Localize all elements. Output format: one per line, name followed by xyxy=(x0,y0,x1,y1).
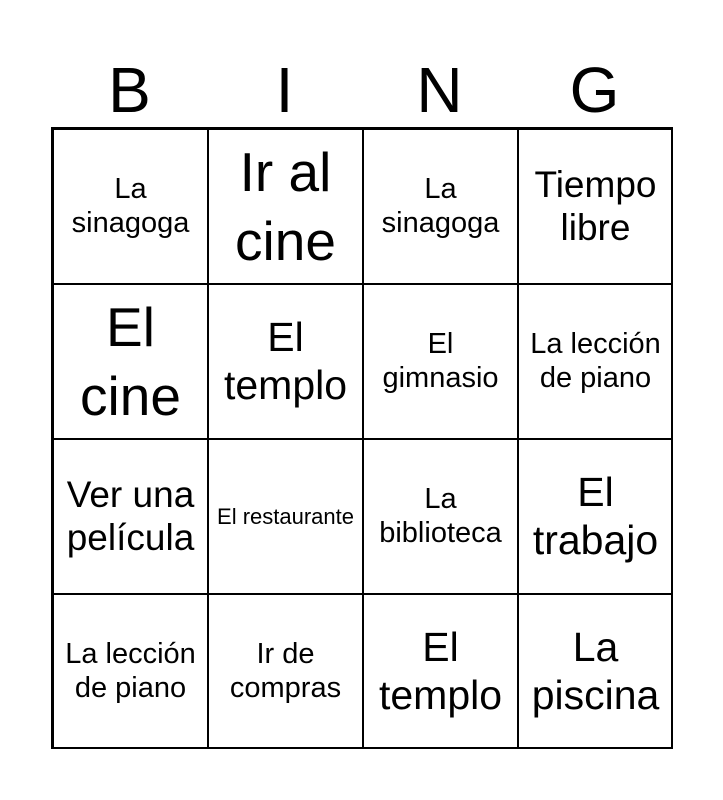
bingo-cell[interactable]: Ir de compras xyxy=(208,594,363,749)
bingo-cell[interactable]: La lección de piano xyxy=(518,284,673,439)
bingo-cell[interactable]: La sinagoga xyxy=(363,129,518,284)
bingo-cell[interactable]: La lección de piano xyxy=(53,594,208,749)
bingo-cell[interactable]: El restaurante xyxy=(208,439,363,594)
bingo-header xyxy=(52,52,672,128)
header-letter-g: G xyxy=(569,54,620,126)
bingo-cell[interactable]: La biblioteca xyxy=(363,439,518,594)
bingo-cell[interactable]: El cine xyxy=(53,284,208,439)
header-letter-n: N xyxy=(416,54,463,126)
header-letter-b: B xyxy=(108,54,151,126)
bingo-cell[interactable]: Tiempo libre xyxy=(518,129,673,284)
bingo-cell[interactable]: Ver una película xyxy=(53,439,208,594)
bingo-cell[interactable]: La sinagoga xyxy=(53,129,208,284)
bingo-cell[interactable]: El trabajo xyxy=(518,439,673,594)
bingo-cell[interactable]: Ir al cine xyxy=(208,129,363,284)
bingo-cell[interactable]: El templo xyxy=(363,594,518,749)
bingo-cell[interactable]: La piscina xyxy=(518,594,673,749)
header-letter-i: I xyxy=(275,54,294,126)
bingo-cell[interactable]: El gimnasio xyxy=(363,284,518,439)
bingo-cell[interactable]: El templo xyxy=(208,284,363,439)
bingo-board xyxy=(51,127,673,749)
